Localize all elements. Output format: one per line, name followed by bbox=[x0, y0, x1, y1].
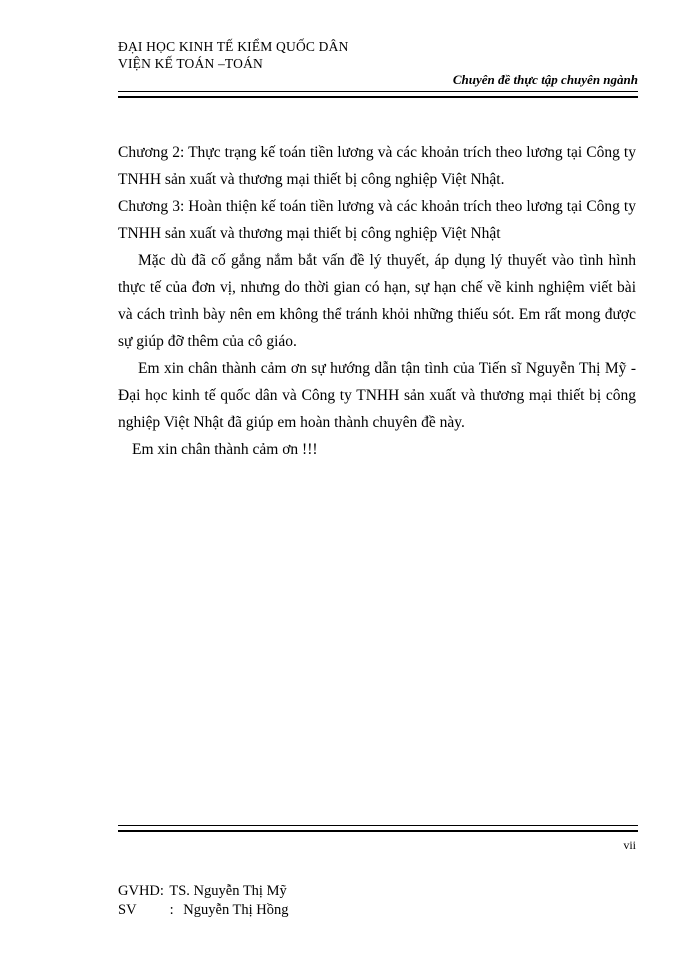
page-number: vii bbox=[623, 838, 636, 852]
header-divider bbox=[118, 91, 638, 98]
student-name: Nguyễn Thị Hồng bbox=[183, 902, 289, 918]
student-separator: : bbox=[169, 902, 174, 918]
student-label: SV bbox=[118, 902, 137, 918]
chapter-2-paragraph: Chương 2: Thực trạng kế toán tiền lương và các khoản trích theo lương tại Công ty TNHH sản xuất và thương mại thiết bị công nghiệp Việt Nhật. bbox=[118, 144, 636, 188]
supervisor-label: GVHD: bbox=[118, 883, 164, 899]
document-title: Chuyên đề thực tập chuyên ngành bbox=[452, 72, 638, 87]
chapter-3-paragraph: Chương 3: Hoàn thiện kế toán tiền lương và các khoản trích theo lương tại Công ty TNHH sản xuất và thương mại thiết bị công nghiệp Việt Nhật bbox=[118, 198, 636, 242]
page-header bbox=[118, 38, 638, 87]
institute-name: VIỆN KẾ TOÁN –TOÁN bbox=[118, 56, 263, 71]
footer-divider bbox=[118, 825, 638, 832]
supervisor-name: TS. Nguyễn Thị Mỹ bbox=[169, 883, 287, 899]
thanks-paragraph: Em xin chân thành cảm ơn !!! bbox=[132, 441, 318, 458]
supervisor-row bbox=[118, 882, 289, 901]
page-footer bbox=[118, 882, 289, 920]
university-name: ĐẠI HỌC KINH TẾ KIỂM QUỐC DÂN bbox=[118, 39, 349, 54]
acknowledgement-paragraph: Em xin chân thành cảm ơn sự hướng dẫn tận tình của Tiến sĩ Nguyễn Thị Mỹ - Đại học kinh tế quốc dân và Công ty TNHH sản xuất và thương mại thiết bị công nghiệp Việt Nhật đã giúp em hoàn thành chuyên đề này. bbox=[118, 360, 636, 431]
student-row bbox=[118, 901, 289, 920]
document-body bbox=[118, 139, 636, 463]
limitations-paragraph: Mặc dù đã cố gắng nắm bắt vấn đề lý thuyết, áp dụng lý thuyết vào tình hình thực tế của đơn vị, nhưng do thời gian có hạn, sự hạn chế về kinh nghiệm viết bài và cách trình bày nên em không thể tránh khỏi những thiếu sót. Em rất mong được sự giúp đỡ thêm của cô giáo. bbox=[118, 252, 636, 350]
